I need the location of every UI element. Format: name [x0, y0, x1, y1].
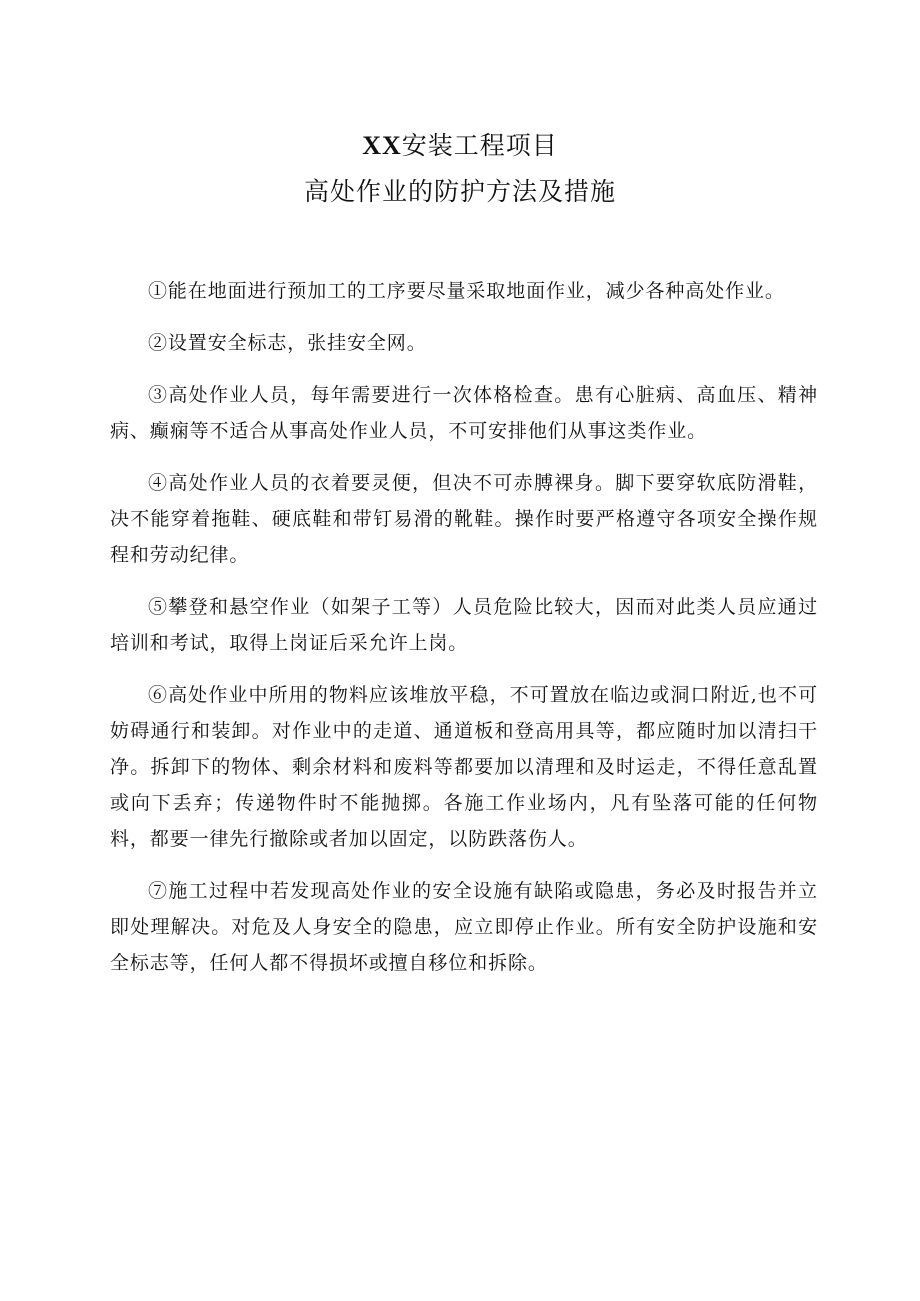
title-prefix: XX — [362, 131, 402, 160]
document-title-line-2: 高处作业的防护方法及措施 — [303, 177, 616, 206]
paragraph-3: ③高处作业人员，每年需要进行一次体格检查。患有心脏病、高血压、精神病、癫痫等不适合从事高处作业人员，不可安排他们从事这类作业。 — [110, 384, 818, 442]
paragraph-1: ①能在地面进行预加工的工序要尽量采取地面作业，减少各种高处作业。 — [148, 280, 785, 302]
title-line-1-text: 安装工程项目 — [401, 131, 558, 160]
document-title-line-1 — [0, 130, 920, 162]
paragraph-7: ⑦施工过程中若发现高处作业的安全设施有缺陷或隐患，务必及时报告并立即处理解决。对危及人身安全的隐患，应立即停止作业。所有安全防护设施和安全标志等，任何人都不得损坏或擅自移位和拆除。 — [110, 880, 818, 974]
paragraph-4: ④高处作业人员的衣着要灵便，但决不可赤膊裸身。脚下要穿软底防滑鞋，决不能穿着拖鞋、硬底鞋和带钉易滑的靴鞋。操作时要严格遵守各项安全操作规程和劳动纪律。 — [110, 472, 818, 566]
document-body — [110, 273, 818, 997]
paragraph-2: ②设置安全标志，张挂安全网。 — [148, 332, 427, 354]
paragraph-5: ⑤攀登和悬空作业（如架子工等）人员危险比较大，因而对此类人员应通过培训和考试，取得上岗证后采允许上岗。 — [110, 596, 818, 654]
paragraph-6: ⑥高处作业中所用的物料应该堆放平稳，不可置放在临边或洞口附近,也不可妨碍通行和装卸。对作业中的走道、通道板和登高用具等，都应随时加以清扫干净。拆卸下的物体、剩余材料和废料等都要加以清理和及时运走，不得任意乱置或向下丢弃；传递物件时不能抛掷。各施工作业场内，凡有坠落可能的任何物料，都要一律先行撤除或者加以固定，以防跌落伤人。 — [110, 684, 818, 850]
